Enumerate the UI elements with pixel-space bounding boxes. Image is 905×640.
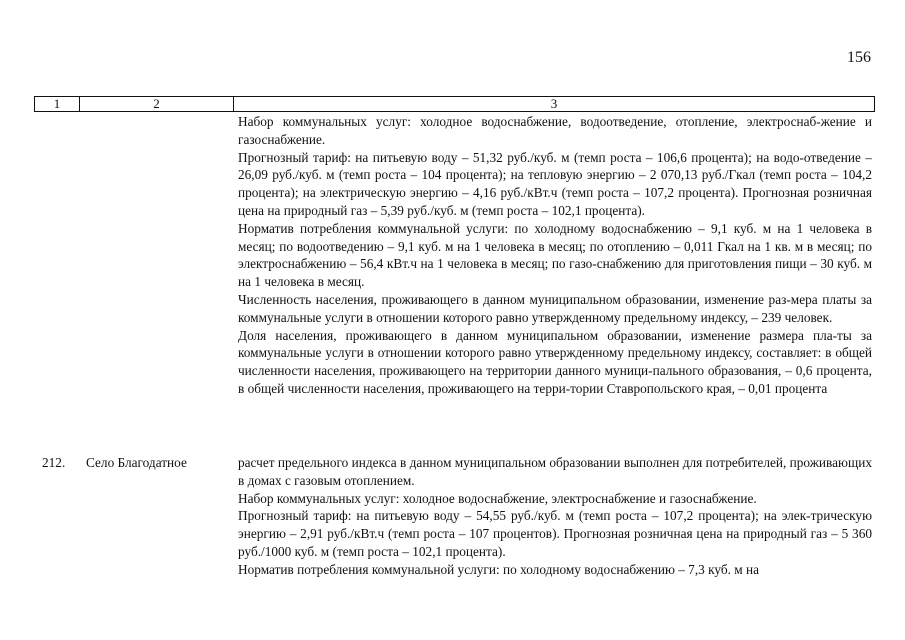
row-212-content bbox=[238, 454, 872, 579]
column-header-3-label: 3 bbox=[550, 96, 558, 111]
section-previous-row-content bbox=[238, 113, 872, 398]
header-divider-mark bbox=[79, 96, 80, 112]
paragraph: Прогнозный тариф: на питьевую воду – 51,32 руб./куб. м (темп роста – 106,6 процента); на водо-отведение – 26,09 руб./куб. м (темп роста – 104 процента); на тепловую энергию – 2 070,13 руб./Гкал (темп роста – 104,2 процента); на электрическую энергию – 4,16 руб./кВт.ч (темп роста – 107,2 процента). Прогнозная розничная цена на природный газ – 5,39 руб./куб. м (темп роста – 102,1 процента). bbox=[238, 149, 872, 218]
column-header-2-label: 2 bbox=[153, 96, 160, 111]
paragraph: Набор коммунальных услуг: холодное водоснабжение, водоотведение, отопление, электроснаб-жение и газоснабжение. bbox=[238, 114, 872, 147]
column-header-1-label: 1 bbox=[53, 96, 61, 111]
column-header-1 bbox=[35, 97, 80, 111]
paragraph: Доля населения, проживающего в данном муниципальном образовании, изменение размера пла-ты за коммунальные услуги в отношении которого равно утвержденному предельному индексу, составляет: в общей численности населения, проживающего на территории данного муници-пального образования, – 0,6 процента, в общей численности населения, проживающего на терри-тории Ставропольского края, – 0,01 процента bbox=[238, 327, 872, 396]
paragraph: расчет предельного индекса в данном муниципальном образовании выполнен для потребителей, проживающих в домах с газовым отоплением. bbox=[238, 455, 872, 488]
page-number: 156 bbox=[847, 49, 871, 66]
paragraph: Норматив потребления коммунальной услуги: по холодному водоснабжению – 7,3 куб. м на bbox=[238, 561, 760, 577]
paragraph: Набор коммунальных услуг: холодное водоснабжение, электроснабжение и газоснабжение. bbox=[238, 490, 757, 506]
paragraph: Норматив потребления коммунальной услуги: по холодному водоснабжению – 9,1 куб. м на 1 человека в месяц; по водоотведению – 9,1 куб. м на 1 человека в месяц; по отоплению – 0,011 Гкал на 1 кв. м в месяц; по электроснабжению – 56,4 кВт.ч на 1 человека в месяц; по газо-снабжению для приготовления пищи – 30 куб. м на 1 человека в месяц. bbox=[238, 220, 872, 290]
table-header bbox=[34, 96, 875, 112]
column-header-2 bbox=[80, 97, 234, 111]
paragraph: Прогнозный тариф: на питьевую воду – 54,55 руб./куб. м (темп роста – 107,2 процента); на элек-трическую энергию – 2,91 руб./кВт.ч (темп роста – 107 процентов). Прогнозная розничная цена на природный газ – 5 360 руб./1000 куб. м (темп роста – 102,1 процента). bbox=[238, 508, 872, 559]
row-number: 212. bbox=[42, 455, 66, 470]
row-locality-name: Село Благодатное bbox=[86, 455, 187, 470]
column-header-3 bbox=[234, 97, 874, 111]
paragraph: Численность населения, проживающего в данном муниципальном образовании, изменение раз-мера платы за коммунальные услуги в отношении которого равно утвержденному предельному индексу, – 239 человек. bbox=[238, 291, 872, 325]
